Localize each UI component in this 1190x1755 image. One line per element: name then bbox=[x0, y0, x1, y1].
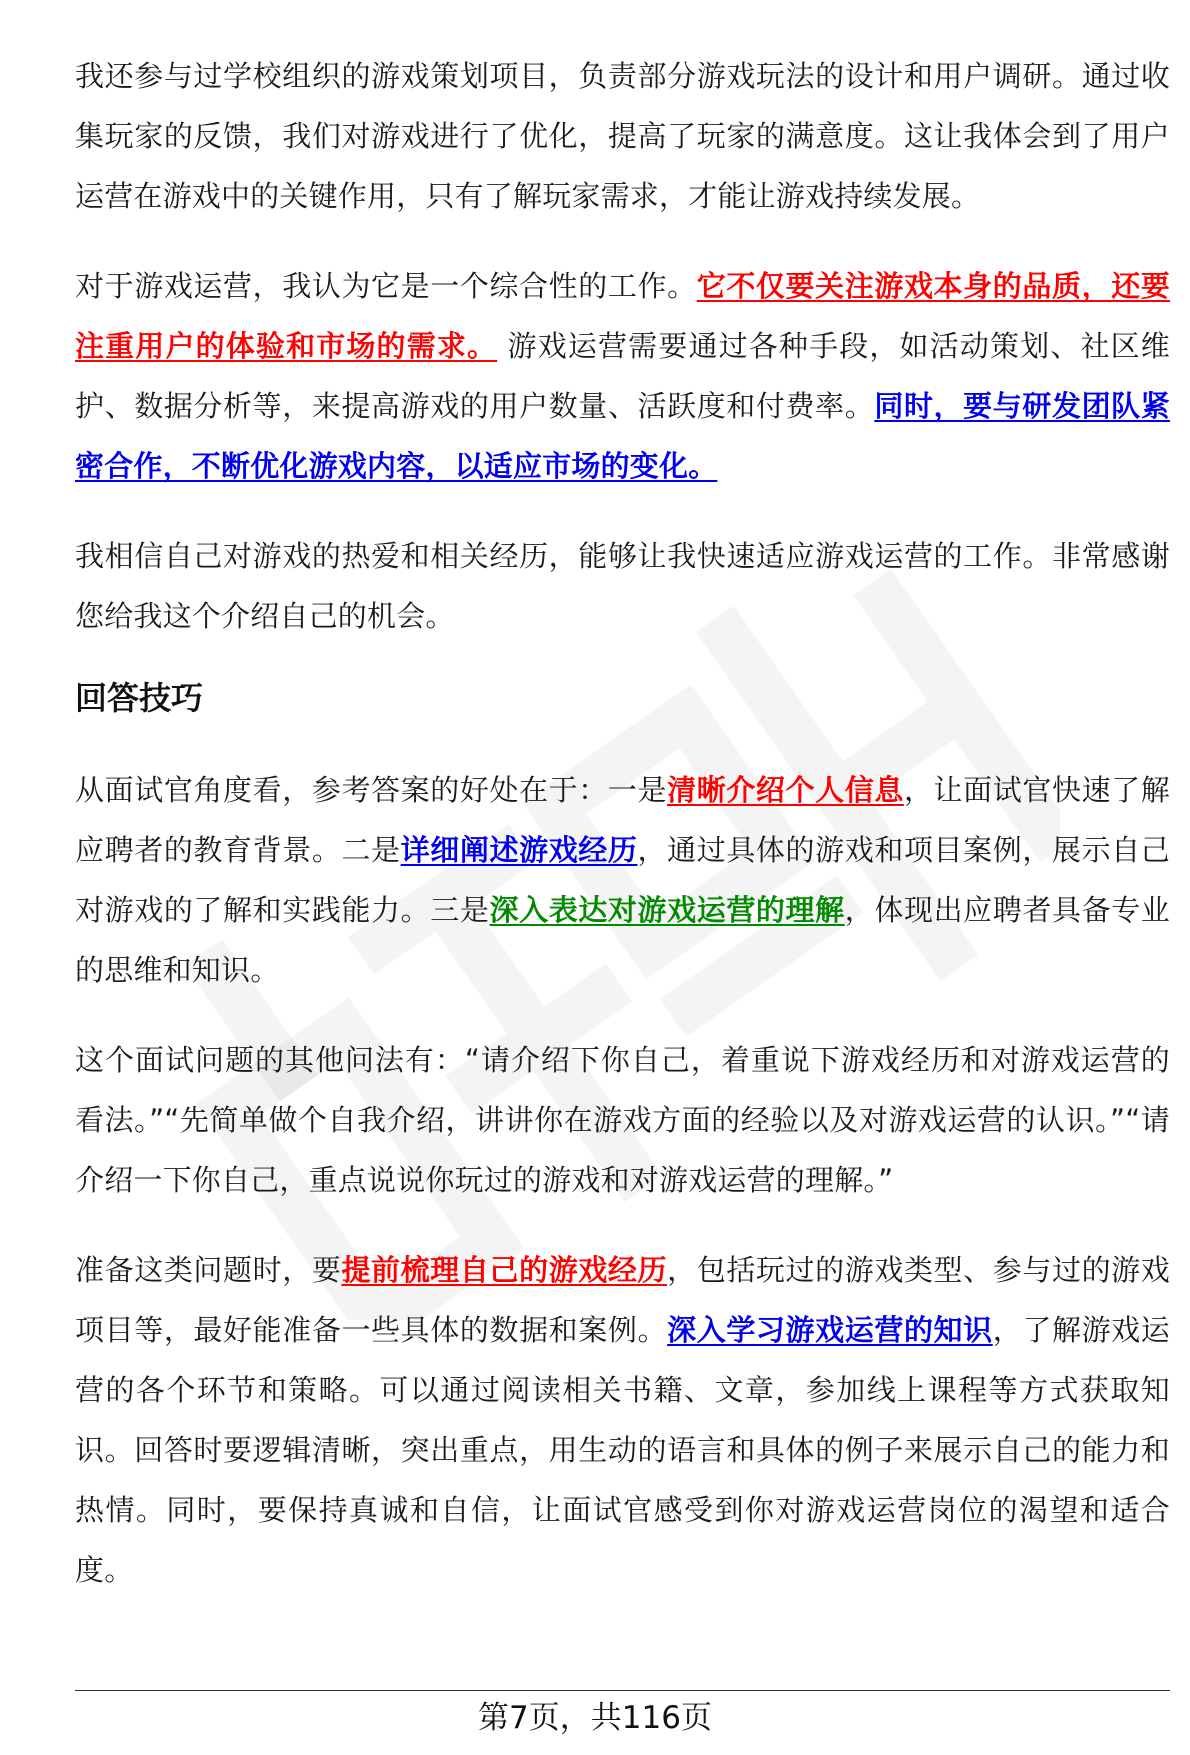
highlight-sort-experience: 提前梳理自己的游戏经历 bbox=[341, 1253, 668, 1287]
paragraph-text: 对于游戏运营，我认为它是一个综合性的工作。 bbox=[75, 269, 697, 303]
paragraph-text: ，通过具体的游戏和项目案例，展示自己对游戏的了解和实践能力。三是 bbox=[75, 833, 1170, 927]
highlight-game-experience: 详细阐述游戏经历 bbox=[400, 833, 638, 867]
paragraph-text: ，体现出应聘者具备专业的思维和知识。 bbox=[75, 893, 1171, 987]
document-body bbox=[75, 46, 1170, 1630]
paragraph-text: 准备这类问题时，要 bbox=[75, 1253, 342, 1287]
highlight-personal-info: 清晰介绍个人信息 bbox=[667, 773, 904, 807]
paragraph-preparation bbox=[75, 1240, 1170, 1600]
page-number: 第7页，共116页 bbox=[478, 1700, 712, 1736]
paragraph-project-experience: 我还参与过学校组织的游戏策划项目，负责部分游戏玩法的设计和用户调研。通过收集玩家的反馈，我们对游戏进行了优化，提高了玩家的满意度。这让我体会到了用户运营在游戏中的关键作用，只有了解玩家需求，才能让游戏持续发展。 bbox=[75, 59, 1170, 213]
paragraph-text: 从面试官角度看，参考答案的好处在于：一是 bbox=[75, 773, 668, 807]
highlight-operations-understanding: 深入表达对游戏运营的理解 bbox=[489, 893, 845, 927]
highlight-team-cooperation: 同时，要与研发团队紧密合作，不断优化游戏内容，以适应市场的变化。 bbox=[75, 389, 1170, 483]
paragraph-text: ，让面试官快速了解应聘者的教育背景。二是 bbox=[75, 773, 1170, 867]
paragraph-text: 游戏运营需要通过各种手段，如活动策划、社区维护、数据分析等，来提高游戏的用户数量、活跃度和付费率。 bbox=[75, 329, 1170, 423]
highlight-quality-experience: 它不仅要关注游戏本身的品质，还要注重用户的体验和市场的需求。 bbox=[75, 269, 1171, 363]
paragraph-alternative-questions: 这个面试问题的其他问法有：“请介绍下你自己，着重说下游戏经历和对游戏运营的看法。”“先简单做个自我介绍，讲讲你在游戏方面的经验以及对游戏运营的认识。”“请介绍一下你自己，重点说说你玩过的游戏和对游戏运营的理解。” bbox=[75, 1043, 1170, 1197]
paragraph-text: ，包括玩过的游戏类型、参与过的游戏项目等，最好能准备一些具体的数据和案例。 bbox=[75, 1253, 1170, 1347]
section-title-answer-tips: 回答技巧 bbox=[75, 679, 204, 717]
paragraph-closing: 我相信自己对游戏的热爱和相关经历，能够让我快速适应游戏运营的工作。非常感谢您给我这个介绍自己的机会。 bbox=[75, 539, 1170, 633]
paragraph-benefits bbox=[75, 760, 1170, 1000]
paragraph-operations-view bbox=[75, 256, 1170, 496]
paragraph-text: ，了解游戏运营的各个环节和策略。可以通过阅读相关书籍、文章，参加线上课程等方式获取知识。回答时要逻辑清晰，突出重点，用生动的语言和具体的例子来展示自己的能力和热情。同时，要保持真诚和自信，让面试官感受到你对游戏运营岗位的渴望和适合度。 bbox=[75, 1313, 1170, 1587]
highlight-study-operations: 深入学习游戏运营的知识 bbox=[667, 1313, 993, 1347]
footer-divider bbox=[75, 1690, 1170, 1691]
